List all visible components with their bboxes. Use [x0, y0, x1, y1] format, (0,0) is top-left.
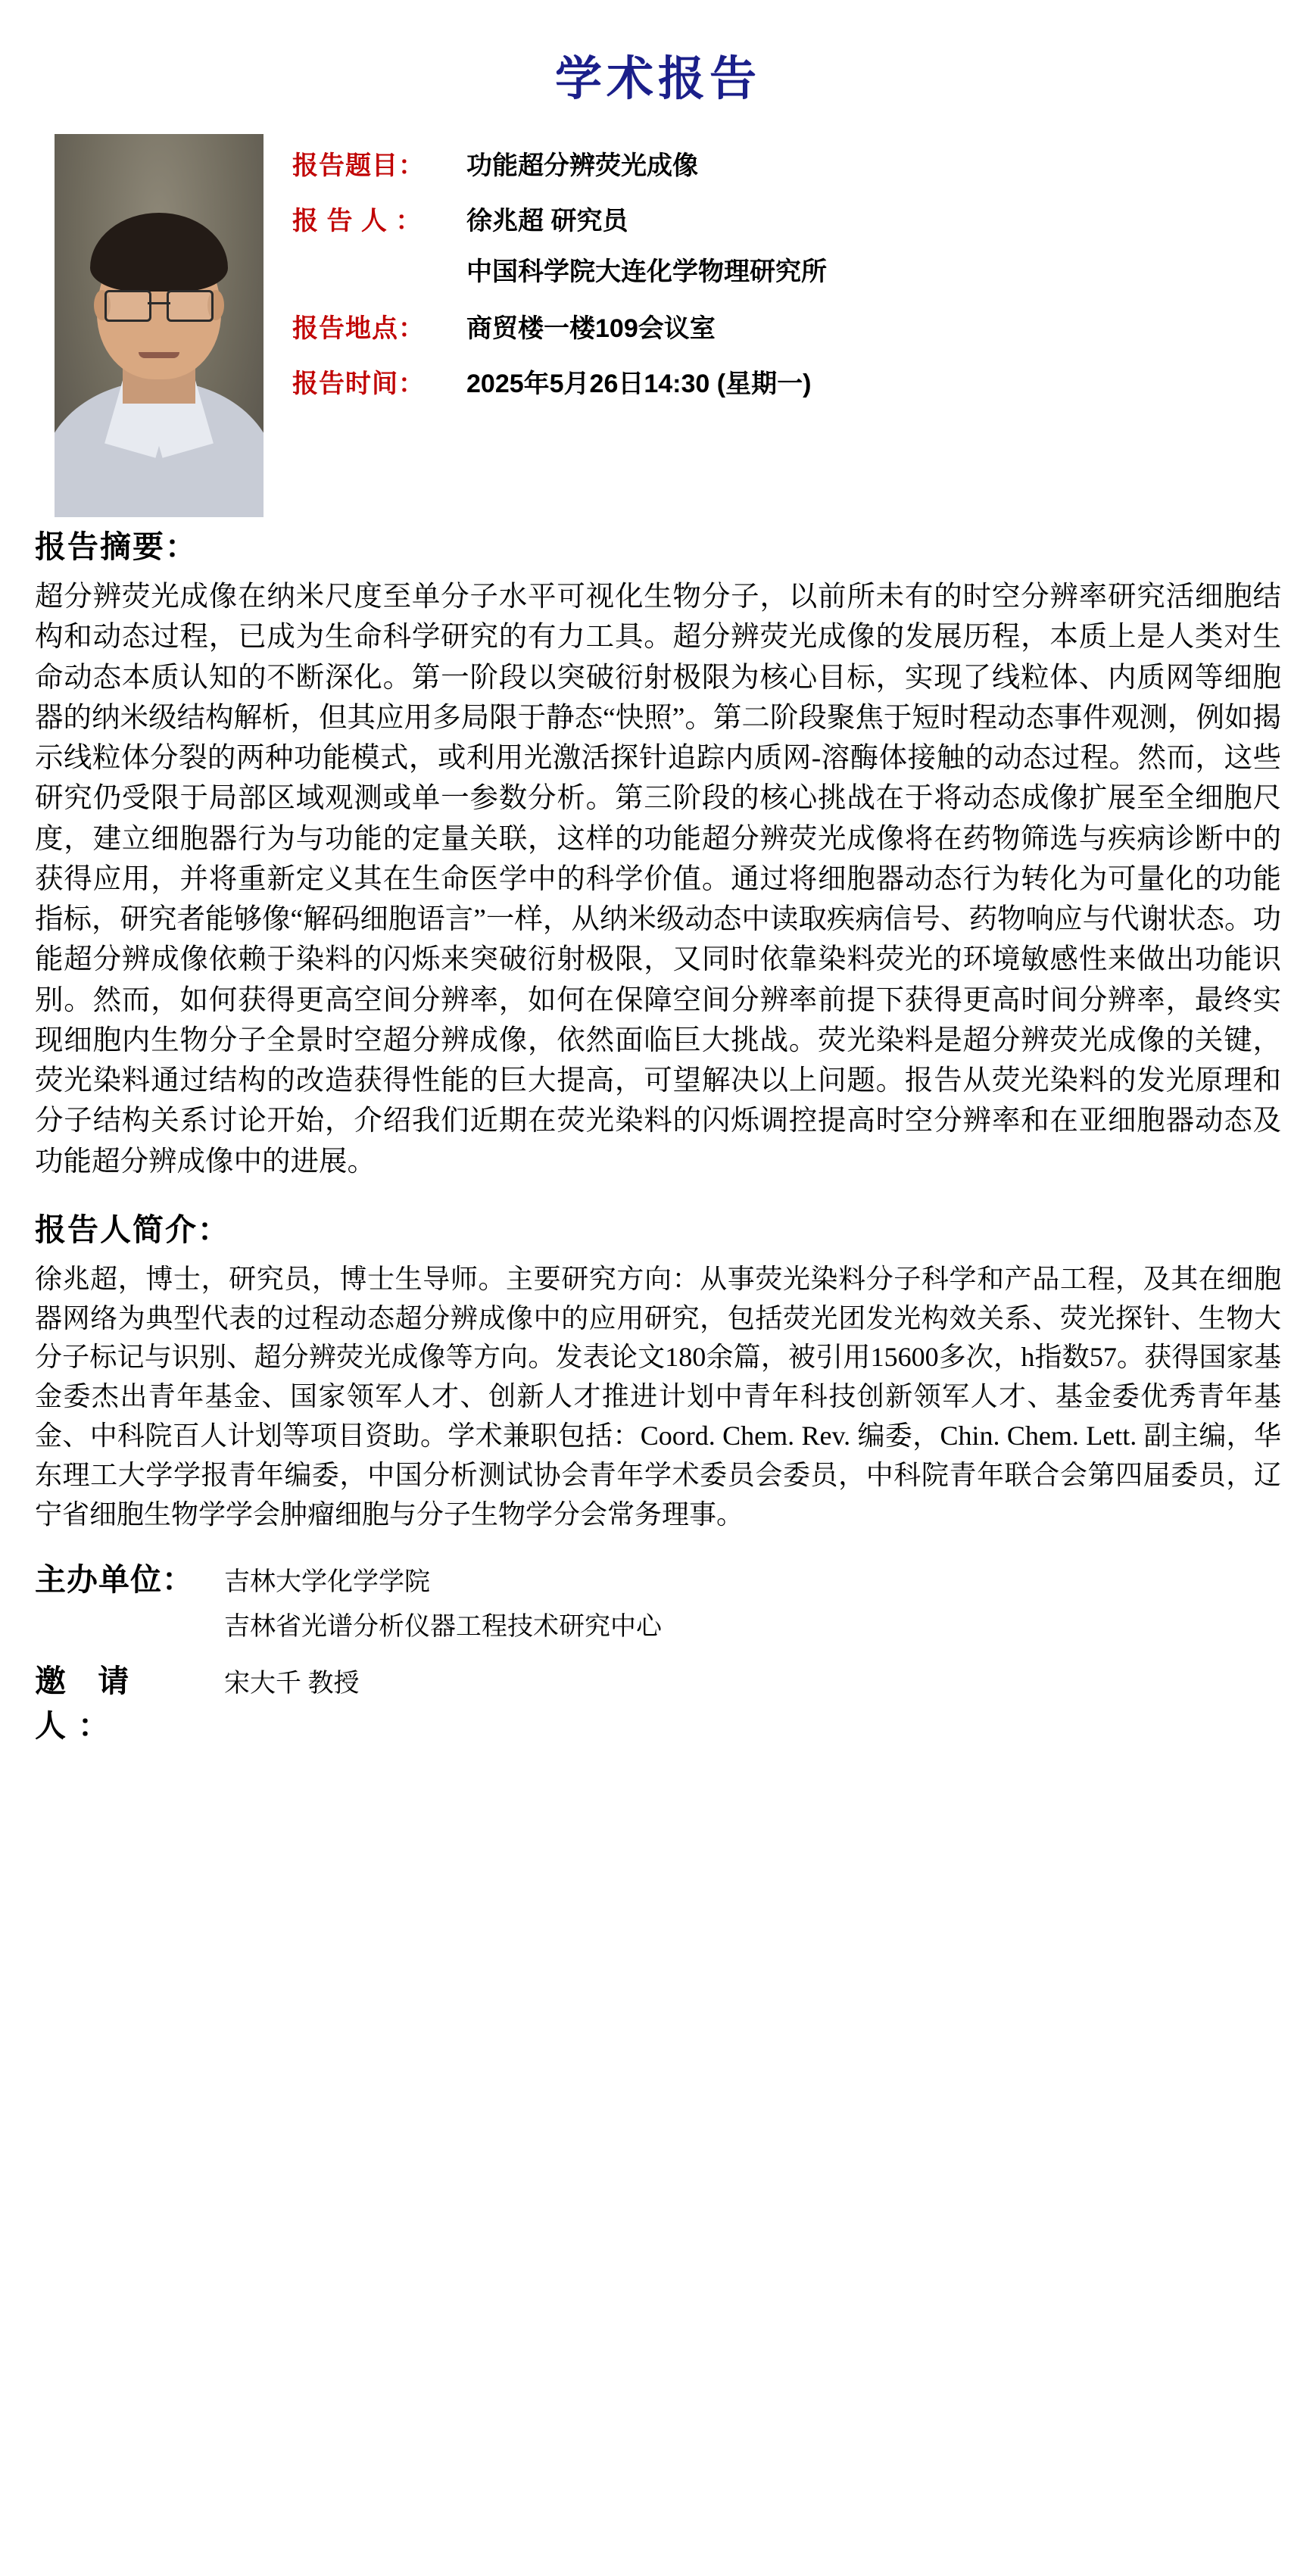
info-value-time: 2025年5月26日14:30 (星期一)	[466, 370, 812, 398]
host-label: 主办单位：	[35, 1561, 194, 1597]
host-sub-value: 吉林省光谱分析仪器工程技术研究中心	[224, 1612, 662, 1641]
info-row-speaker	[292, 200, 1281, 237]
bio-text: 徐兆超，博士，研究员，博士生导师。主要研究方向：从事荧光染料分子科学和产品工程，及其在细胞器网络为典型代表的过程动态超分辨成像中的应用研究，包括荧光团发光构效关系、荧光探针、生物大分子标记与识别、超分辨荧光成像等方向。发表论文180余篇，被引用15600多次，h指数57。获得国家基金委杰出青年基金、国家领军人才、创新人才推进计划中青年科技创新领军人才、基金委优秀青年基金、中科院百人计划等项目资助。学术兼职包括：Coord. Chem. Rev. 编委，Chin. Chem. Lett. 副主编，华东理工大学学报青年编委，中国分析测试协会青年学术委员会委员，中科院青年联合会第四届委员，辽宁省细胞生物学学会肿瘤细胞与分子生物学分会常务理事。	[35, 1263, 1281, 1530]
info-value-speaker: 徐兆超 研究员	[466, 207, 628, 235]
abstract-text: 超分辨荧光成像在纳米尺度至单分子水平可视化生物分子，以前所未有的时空分辨率研究活细胞结构和动态过程，已成为生命科学研究的有力工具。超分辨荧光成像的发展历程，本质上是人类对生命动态本质认知的不断深化。第一阶段以突破衍射极限为核心目标，实现了线粒体、内质网等细胞器的纳米级结构解析，但其应用多局限于静态“快照”。第二阶段聚焦于短时程动态事件观测，例如揭示线粒体分裂的两种功能模式，或利用光激活探针追踪内质网-溶酶体接触的动态过程。然而，这些研究仍受限于局部区域观测或单一参数分析。第三阶段的核心挑战在于将动态成像扩展至全细胞尺度，建立细胞器行为与功能的定量关联，这样的功能超分辨荧光成像将在药物筛选与疾病诊断中的获得应用，并将重新定义其在生命医学中的科学价值。通过将细胞器动态行为转化为可量化的功能指标，研究者能够像“解码细胞语言”一样，从纳米级动态中读取疾病信号、药物响应与代谢状态。功能超分辨成像依赖于染料的闪烁来突破衍射极限，又同时依靠染料荧光的环境敏感性来做出功能识别。然而，如何获得更高空间分辨率，如何在保障空间分辨率前提下获得更高时间分辨率，最终实现细胞内生物分子全景时空超分辨成像，依然面临巨大挑战。荧光染料是超分辨荧光成像的关键，荧光染料通过结构的改造获得性能的巨大提高，可望解决以上问题。报告从荧光染料的发光原理和分子结构关系讨论开始，介绍我们近期在荧光染料的闪烁调控提高时空分辨率和在亚细胞器动态及功能超分辨成像中的进展。	[35, 582, 1281, 1177]
info-label-time: 报告时间：	[292, 370, 425, 398]
host-row	[35, 1555, 1281, 1599]
portrait-photo-icon	[55, 134, 264, 517]
talk-info	[292, 134, 1281, 418]
abstract-heading: 报告摘要：	[35, 529, 198, 564]
header-block	[35, 134, 1281, 517]
inviter-row	[35, 1656, 1281, 1745]
inviter-value: 宋大千 教授	[224, 1669, 360, 1698]
info-value-title: 功能超分辨荧光成像	[466, 151, 698, 180]
info-label-venue: 报告地点：	[292, 314, 425, 343]
info-row-time	[292, 363, 1281, 400]
info-row-venue	[292, 307, 1281, 345]
info-row-title	[292, 145, 1281, 182]
host-value: 吉林大学化学学院	[224, 1567, 430, 1596]
info-value-affiliation: 中国科学院大连化学物理研究所	[466, 257, 827, 286]
info-label-speaker: 报 告 人 ：	[292, 207, 423, 235]
info-value-venue: 商贸楼一楼109会议室	[466, 314, 716, 343]
photo-container	[35, 134, 262, 517]
inviter-label: 邀 请 人：	[35, 1663, 142, 1743]
bio-heading: 报告人简介：	[35, 1212, 230, 1247]
page-title: 学术报告	[554, 54, 761, 105]
info-label-title: 报告题目：	[292, 151, 425, 180]
